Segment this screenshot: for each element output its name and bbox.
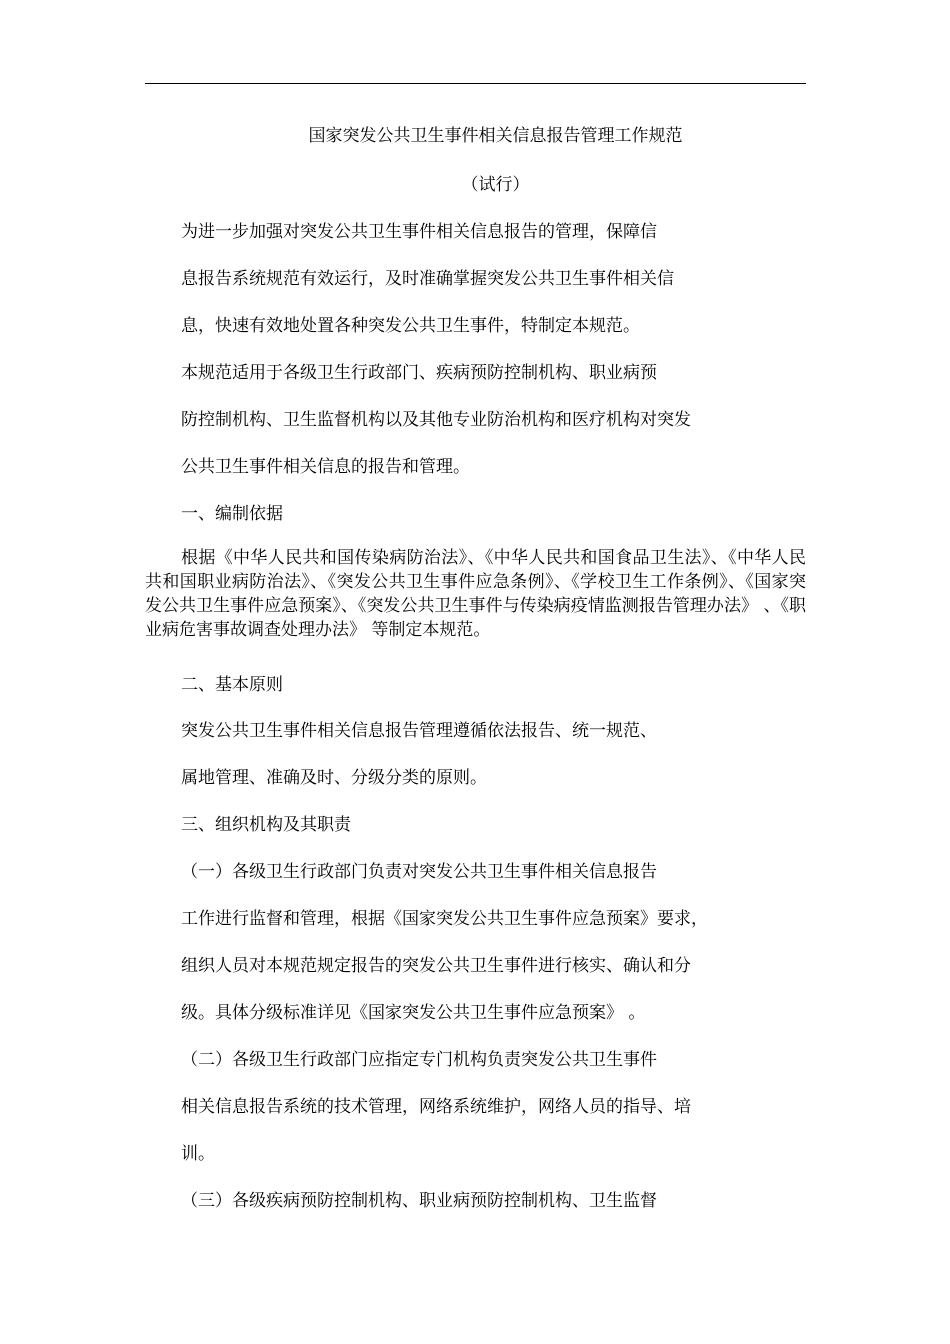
org-item2-line: （二）各级卫生行政部门应指定专门机构负责突发公共卫生事件 [181,1050,657,1070]
org-item1-line: 组织人员对本规范规定报告的突发公共卫生事件进行核实、确认和分 [181,956,691,976]
section-basis-body: 根据《中华人民共和国传染病防治法》、《中华人民共和国食品卫生法》、《中华人民共和国职业病防治法》、《突发公共卫生事件应急条例》、《学校卫生工作条例》、《国家突发公共卫生事件应急预案》、《突发公共卫生事件与传染病疫情监测报告管理办法》 、《职业病危害事故调查处理办法》 等制定本规范。 [145,548,806,640]
intro-line: 为进一步加强对突发公共卫生事件相关信息报告的管理，保障信 [181,222,657,242]
section-heading-basis: 一、编制依据 [181,504,283,524]
org-item1-line: （一）各级卫生行政部门负责对突发公共卫生事件相关信息报告 [181,862,657,882]
section-heading-organization: 三、组织机构及其职责 [181,815,351,835]
section-heading-principles: 二、基本原则 [181,675,283,695]
intro-line: 息，快速有效地处置各种突发公共卫生事件，特制定本规范。 [181,316,640,336]
org-item3-line: （三）各级疾病预防控制机构、职业病预防控制机构、卫生监督 [181,1191,657,1211]
org-item2-line: 相关信息报告系统的技术管理，网络系统维护，网络人员的指导、培 [181,1097,691,1117]
scope-line: 本规范适用于各级卫生行政部门、疾病预防控制机构、职业病预 [181,363,657,383]
header-rule [145,83,806,84]
principles-line: 突发公共卫生事件相关信息报告管理遵循依法报告、统一规范、 [181,721,657,741]
principles-line: 属地管理、准确及时、分级分类的原则。 [181,768,487,788]
document-title: 国家突发公共卫生事件相关信息报告管理工作规范 [308,126,683,146]
scope-line: 公共卫生事件相关信息的报告和管理。 [181,457,470,477]
intro-line: 息报告系统规范有效运行，及时准确掌握突发公共卫生事件相关信 [181,269,674,289]
document-subtitle: （试行） [461,175,530,195]
org-item1-line: 工作进行监督和管理，根据《国家突发公共卫生事件应急预案》要求， [181,909,708,929]
org-item2-line: 训。 [181,1144,215,1164]
scope-line: 防控制机构、卫生监督机构以及其他专业防治机构和医疗机构对突发 [181,410,691,430]
org-item1-line: 级。具体分级标准详见《国家突发公共卫生事件应急预案》 。 [181,1003,646,1023]
